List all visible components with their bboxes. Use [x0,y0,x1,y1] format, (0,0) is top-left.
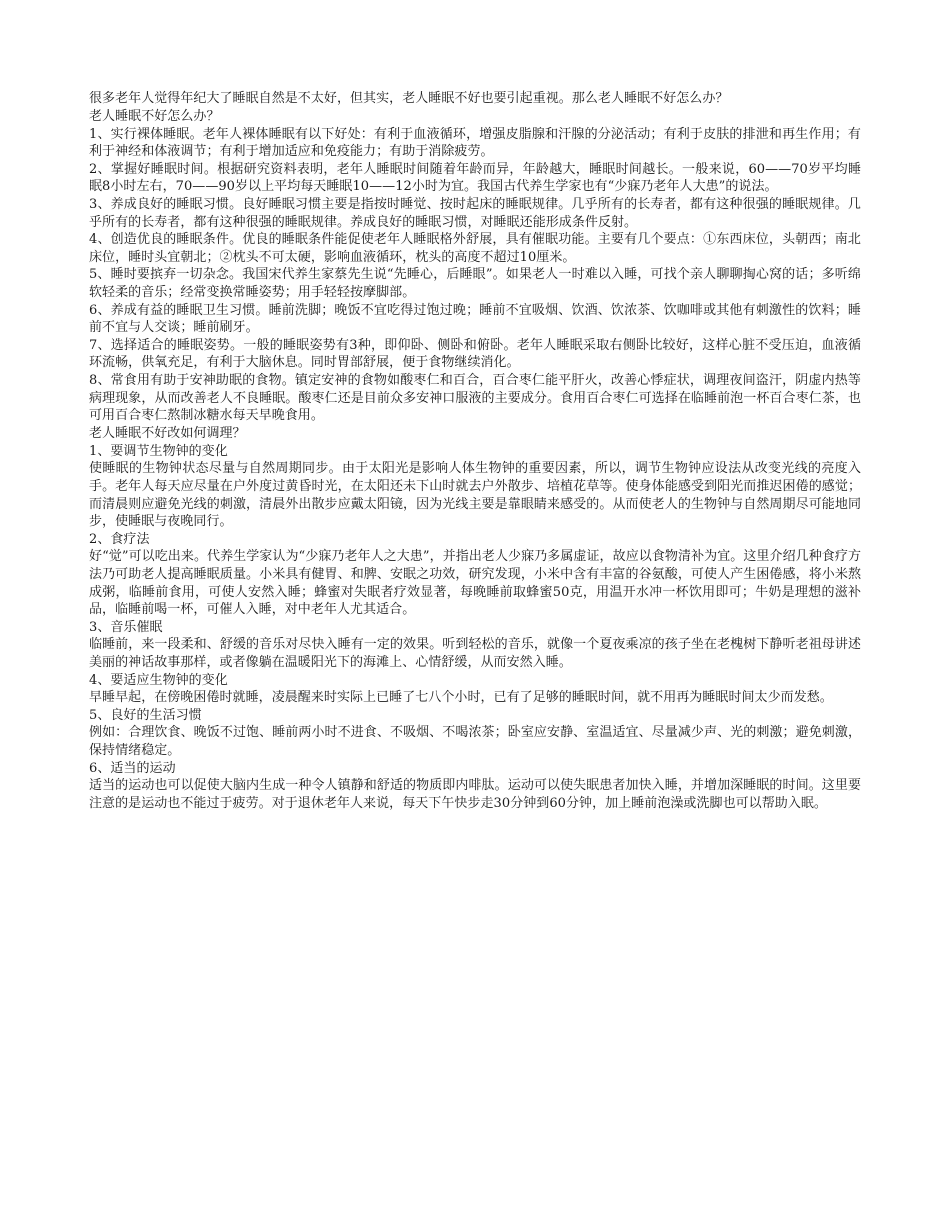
section1-item-2: 2、掌握好睡眠时间。根据研究资料表明，老年人睡眠时间随着年龄而异，年龄越大，睡眠时间越长。一般来说，60——70岁平均睡眠8小时左右，70——90岁以上平均每天睡眠10——12小时为宜。我国古代养生学家也有“少寐乃老年人大患”的说法。 [89,161,861,195]
section1-item-4: 4、创造优良的睡眠条件。优良的睡眠条件能促使老年人睡眠格外舒展，具有催眠功能。主要有几个要点：①东西床位，头朝西；南北床位，睡时头宜朝北；②枕头不可太硬，影响血液循环，枕头的高度不超过10厘米。 [89,232,861,265]
section1-item-3: 3、养成良好的睡眠习惯。良好睡眠习惯主要是指按时睡觉、按时起床的睡眠规律。几乎所有的长寿者，都有这种很强的睡眠规律。几乎所有的长寿者，都有这种很强的睡眠规律。养成良好的睡眠习惯，对睡眠还能形成条件反射。 [89,197,861,230]
document-page [89,90,861,812]
section2-item-6-title: 6、适当的运动 [89,760,176,776]
section2-item-2-body: 好“觉”可以吃出来。代养生学家认为“少寐乃老年人之大患”，并指出老人少寐乃多属虚证，故应以食物清补为宜。这里介绍几种食疗方法乃可助老人提高睡眠质量。小米具有健胃、和脾、安眠之功效，研究发现，小米中含有丰富的谷氨酸，可使人产生困倦感，将小米熬成粥，临睡前食用，可使人安然入睡；蜂蜜对失眠者疗效显著，每晚睡前取蜂蜜50克，用温开水冲一杯饮用即可；牛奶是理想的滋补品，临睡前喝一杯，可催人入睡，对中老年人尤其适合。 [89,549,861,618]
section2-item-2-title: 2、食疗法 [89,531,150,547]
section2-heading: 老人睡眠不好改如何调理？ [89,426,246,442]
section2-item-5-body: 例如：合理饮食、晚饭不过饱、睡前两小时不进食、不吸烟、不喝浓茶；卧室应安静、室温适宜、尽量减少声、光的刺激；避免刺激，保持情绪稳定。 [89,725,861,758]
section1-heading: 老人睡眠不好怎么办？ [89,109,220,125]
section2-item-4-title: 4、要适应生物钟的变化 [89,672,228,688]
intro-paragraph: 很多老年人觉得年纪大了睡眠自然是不太好，但其实，老人睡眠不好也要引起重视。那么老人睡眠不好怎么办？ [89,91,729,106]
section1-item-6: 6、养成有益的睡眠卫生习惯。睡前洗脚；晚饭不宜吃得过饱过晚；睡前不宜吸烟、饮酒、饮浓茶、饮咖啡或其他有刺激性的饮料；睡前不宜与人交谈；睡前刷牙。 [89,302,861,336]
section1-item-8: 8、常食用有助于安神助眠的食物。镇定安神的食物如酸枣仁和百合，百合枣仁能平肝火，改善心悸症状，调理夜间盗汗，阴虚内热等病理现象，从而改善老人不良睡眠。酸枣仁还是目前众多安神口服液的主要成分。食用百合枣仁可选择在临睡前泡一杯百合枣仁茶，也可用百合枣仁熬制冰糖水每天早晚食用。 [89,373,861,424]
section2-item-1-body: 使睡眠的生物钟状态尽量与自然周期同步。由于太阳光是影响人体生物钟的重要因素，所以，调节生物钟应设法从改变光线的亮度入手。老年人每天应尽量在户外度过黄昏时光，在太阳还未下山时就去户外散步、培植花草等。使身体能感受到阳光而推迟困倦的感觉；而清晨则应避免光线的刺激，清晨外出散步应戴太阳镜，因为光线主要是靠眼睛来感受的。从而使老人的生物钟与自然周期尽可能地同步，使睡眠与夜晚同行。 [89,461,861,530]
section1-item-1: 1、实行裸体睡眠。老年人裸体睡眠有以下好处：有利于血液循环，增强皮脂腺和汗腺的分泌活动；有利于皮肤的排泄和再生作用；有利于神经和体液调节；有利于增加适应和免疫能力；有助于消除疲劳。 [89,126,861,160]
section2-item-6-body: 适当的运动也可以促使大脑内生成一种令人镇静和舒适的物质即内啡肽。运动可以使失眠患者加快入睡，并增加深睡眠的时间。这里要注意的是运动也不能过于疲劳。对于退休老年人来说，每天下午快步走30分钟到60分钟，加上睡前泡澡或洗脚也可以帮助入眠。 [89,778,861,811]
section2-item-1-title: 1、要调节生物钟的变化 [89,443,228,459]
section2-item-5-title: 5、良好的生活习惯 [89,707,202,723]
section2-item-3-title: 3、音乐催眠 [89,619,163,635]
section2-item-4-body: 早睡早起，在傍晚困倦时就睡，凌晨醒来时实际上已睡了七八个小时，已有了足够的睡眠时间，就不用再为睡眠时间太少而发愁。 [89,690,833,706]
section2-item-3-body: 临睡前，来一段柔和、舒缓的音乐对尽快入睡有一定的效果。听到轻松的音乐，就像一个夏夜乘凉的孩子坐在老槐树下静听老祖母讲述美丽的神话故事那样，或者像躺在温暖阳光下的海滩上、心情舒缓，从而安然入睡。 [89,637,861,670]
section1-item-7: 7、选择适合的睡眠姿势。一般的睡眠姿势有3种，即仰卧、侧卧和俯卧。老年人睡眠采取右侧卧比较好，这样心脏不受压迫，血液循环流畅，供氧充足，有利于大脑休息。同时胃部舒展，便于食物继续消化。 [89,337,861,371]
section1-item-5: 5、睡时要摈弃一切杂念。我国宋代养生家蔡先生说“先睡心，后睡眼”。如果老人一时难以入睡，可找个亲人聊聊掏心窝的话；多听绵软轻柔的音乐；经常变换常睡姿势；用手轻轻按摩脚部。 [89,267,861,301]
